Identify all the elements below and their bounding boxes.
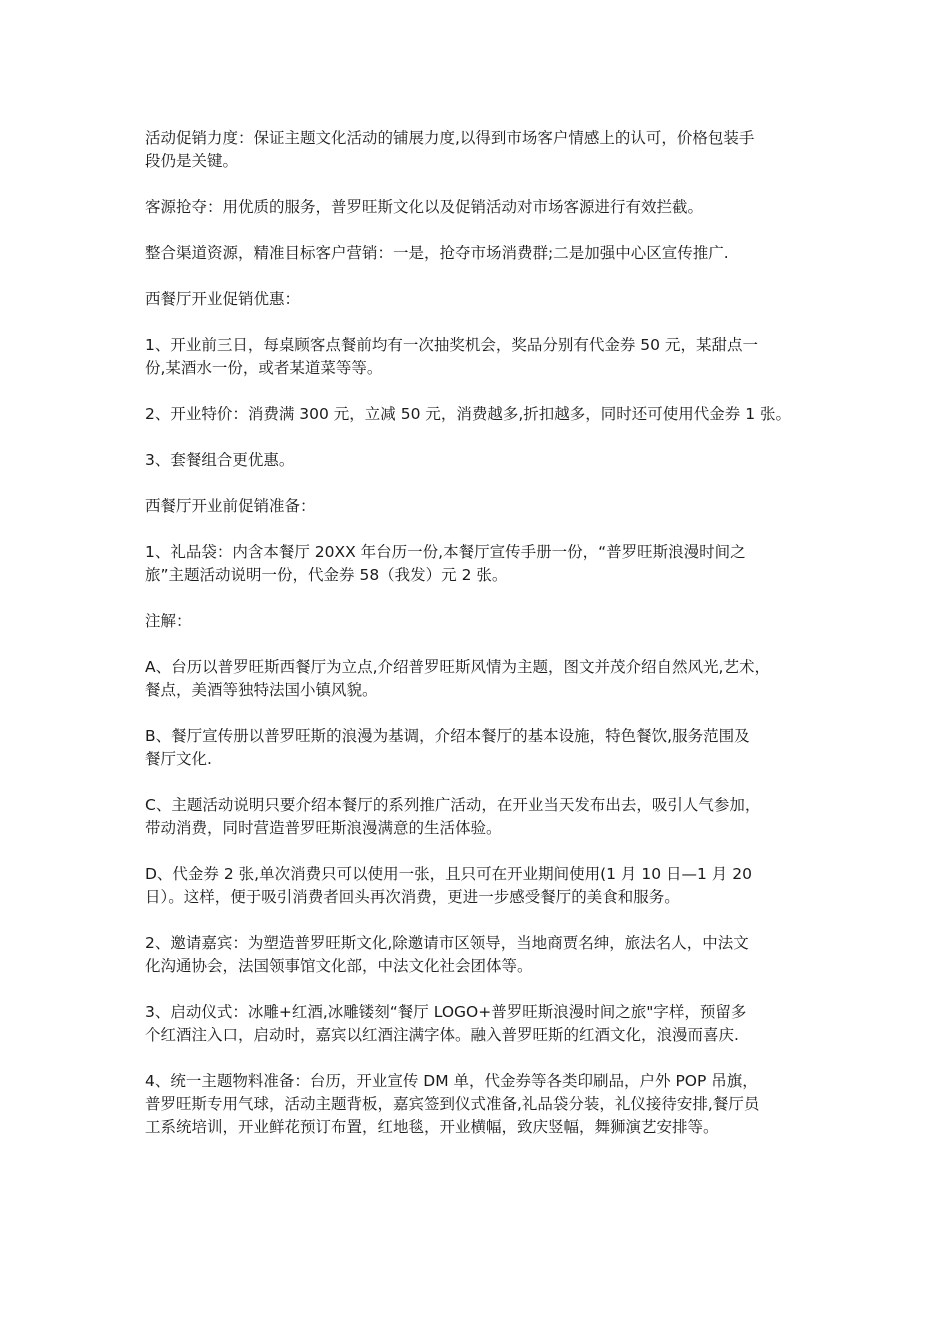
paragraph — [145, 1070, 835, 1139]
paragraph — [145, 863, 835, 909]
text-line: D、代金券 2 张,单次消费只可以使用一张，且只可在开业期间使用(1 月 10 日—1 月 20 — [145, 865, 752, 883]
text-line: C、主题活动说明只要介绍本餐厅的系列推广活动，在开业当天发布出去，吸引人气参加， — [145, 796, 761, 814]
paragraph — [145, 541, 835, 587]
paragraph — [145, 288, 835, 311]
text-line: 西餐厅开业前促销准备： — [145, 497, 316, 515]
text-line: 4、统一主题物料准备：台历，开业宣传 DM 单，代金券等各类印刷品，户外 POP 吊旗， — [145, 1072, 758, 1090]
text-line: 段仍是关键。 — [145, 152, 239, 170]
text-line: 普罗旺斯专用气球，活动主题背板，嘉宾签到仪式准备,礼品袋分装，礼仪接待安排,餐厅员 — [145, 1095, 760, 1113]
text-line: 化沟通协会，法国领事馆文化部，中法文化社会团体等。 — [145, 957, 533, 975]
text-line: 旅”主题活动说明一份，代金券 58（我发）元 2 张。 — [145, 566, 508, 584]
paragraph — [145, 242, 835, 265]
text-line: 份,某酒水一份，或者某道菜等等。 — [145, 359, 383, 377]
paragraph — [145, 196, 835, 219]
text-line: A、台历以普罗旺斯西餐厅为立点,介绍普罗旺斯风情为主题，图文并茂介绍自然风光,艺术， — [145, 658, 770, 676]
paragraph — [145, 1001, 835, 1047]
text-line: 客源抢夺：用优质的服务，普罗旺斯文化以及促销活动对市场客源进行有效拦截。 — [145, 198, 704, 216]
paragraph — [145, 610, 835, 633]
text-line: 2、邀请嘉宾：为塑造普罗旺斯文化,除邀请市区领导，当地商贾名绅，旅法名人，中法文 — [145, 934, 749, 952]
paragraph — [145, 127, 835, 173]
paragraph — [145, 932, 835, 978]
paragraph — [145, 449, 835, 472]
paragraph — [145, 725, 835, 771]
paragraph — [145, 794, 835, 840]
text-line: 个红酒注入口，启动时，嘉宾以红酒注满字体。融入普罗旺斯的红酒文化，浪漫而喜庆. — [145, 1026, 739, 1044]
paragraph — [145, 403, 835, 426]
text-line: 餐厅文化. — [145, 750, 212, 768]
text-line: 带动消费，同时营造普罗旺斯浪漫满意的生活体验。 — [145, 819, 502, 837]
text-line: B、餐厅宣传册以普罗旺斯的浪漫为基调，介绍本餐厅的基本设施，特色餐饮,服务范围及 — [145, 727, 750, 745]
text-line: 西餐厅开业促销优惠： — [145, 290, 301, 308]
text-line: 日）。这样，便于吸引消费者回头再次消费，更进一步感受餐厅的美食和服务。 — [145, 888, 680, 906]
text-line: 2、开业特价：消费满 300 元，立减 50 元，消费越多,折扣越多，同时还可使用代金券 1 张。 — [145, 405, 792, 423]
text-line: 工系统培训，开业鲜花预订布置，红地毯，开业横幅，致庆竖幅，舞狮演艺安排等。 — [145, 1118, 719, 1136]
text-line: 3、启动仪式：冰雕+红酒,冰雕镂刻“餐厅 LOGO+普罗旺斯浪漫时间之旅"字样，预留多 — [145, 1003, 747, 1021]
paragraph — [145, 656, 835, 702]
text-line: 餐点，美酒等独特法国小镇风貌。 — [145, 681, 378, 699]
text-line: 3、套餐组合更优惠。 — [145, 451, 295, 469]
text-line: 活动促销力度：保证主题文化活动的铺展力度,以得到市场客户情感上的认可，价格包装手 — [145, 129, 755, 147]
text-line: 整合渠道资源，精准目标客户营销：一是，抢夺市场消费群;二是加强中心区宣传推广. — [145, 244, 729, 262]
document-body — [145, 127, 835, 1162]
paragraph — [145, 334, 835, 380]
paragraph — [145, 495, 835, 518]
text-line: 注解： — [145, 612, 192, 630]
text-line: 1、开业前三日，每桌顾客点餐前均有一次抽奖机会，奖品分别有代金券 50 元，某甜点一 — [145, 336, 758, 354]
text-line: 1、礼品袋：内含本餐厅 20XX 年台历一份,本餐厅宣传手册一份，“普罗旺斯浪漫时间之 — [145, 543, 746, 561]
